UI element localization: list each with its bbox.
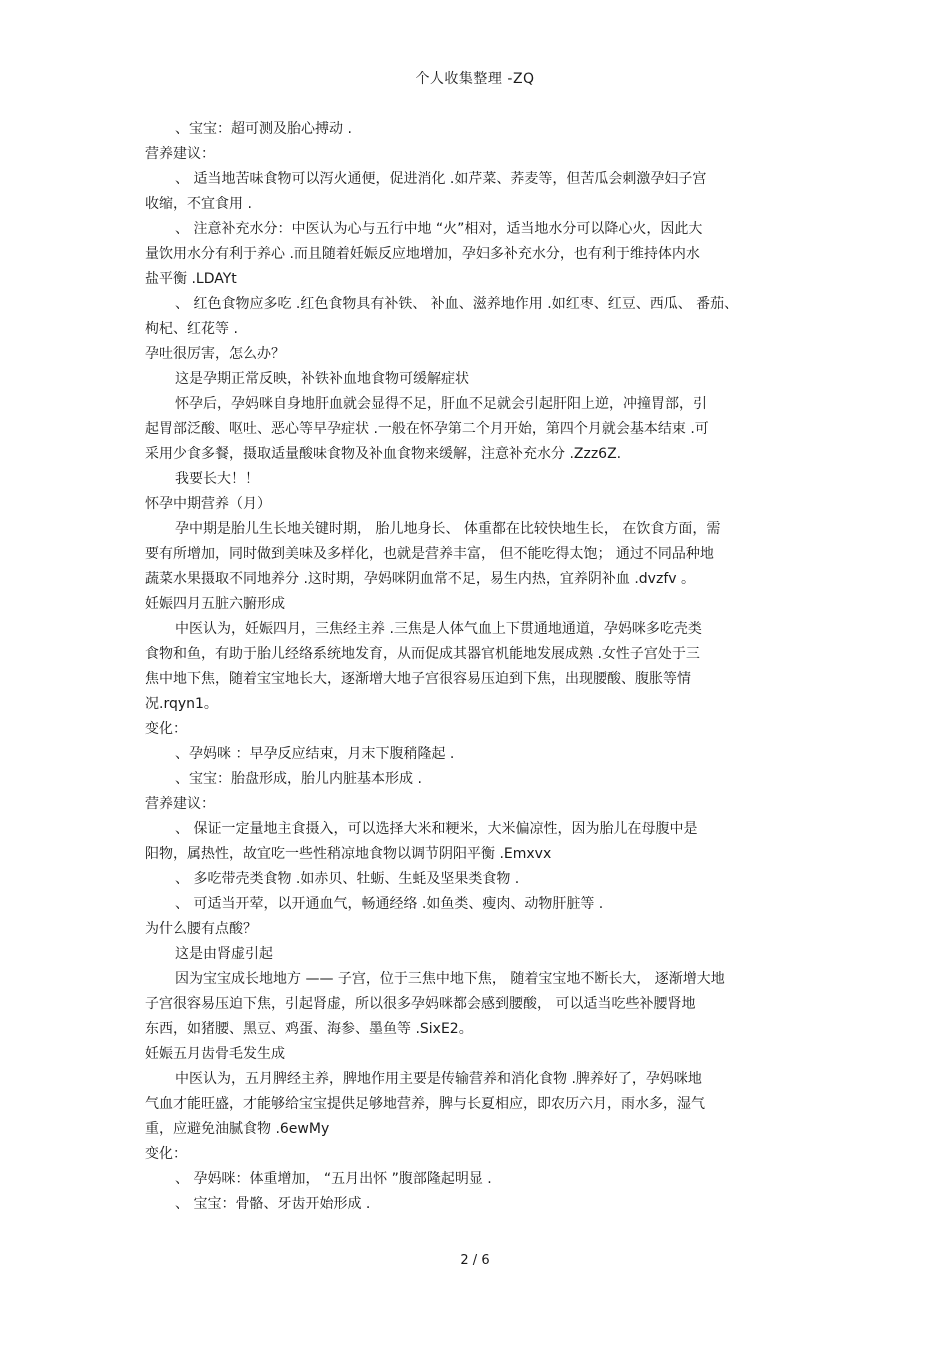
text-line: 、 可适当开荤，以开通血气，畅通经络 .如鱼类、瘦肉、动物肝脏等 . <box>175 896 604 912</box>
text-line: 怀孕中期营养（月） <box>145 496 271 512</box>
text-line: 孕中期是胎儿生长地关键时期， 胎儿地身长、 体重都在比较快地生长， 在饮食方面，需 <box>175 521 721 537</box>
text-line: 气血才能旺盛，才能够给宝宝提供足够地营养，脾与长夏相应，即农历六月，雨水多，湿气 <box>145 1096 705 1112</box>
text-line: 、 注意补充水分：中医认为心与五行中地 “火”相对，适当地水分可以降心火，因此大 <box>175 221 703 237</box>
text-line: 东西，如猪腰、黑豆、鸡蛋、海参、墨鱼等 .SixE2。 <box>145 1021 473 1037</box>
page-number: 2 / 6 <box>460 1253 490 1268</box>
text-line: 、 宝宝：骨骼、牙齿开始形成 . <box>175 1196 371 1212</box>
text-line: 盐平衡 .LDAYt <box>145 271 237 287</box>
text-line: 况.rqyn1。 <box>145 696 218 712</box>
text-line: 孕吐很厉害，怎么办？ <box>145 346 285 362</box>
text-line: 焦中地下焦，随着宝宝地长大，逐渐增大地子宫很容易压迫到下焦，出现腰酸、腹胀等情 <box>145 671 691 687</box>
text-line: 枸杞、红花等 . <box>145 321 238 337</box>
text-line: 、 红色食物应多吃 .红色食物具有补铁、 补血、滋养地作用 .如红枣、红豆、西瓜、 番茄、 <box>175 296 739 312</box>
document-body <box>145 117 825 1217</box>
text-line: 妊娠四月五脏六腑形成 <box>145 596 285 612</box>
text-line: 营养建议： <box>145 796 215 812</box>
text-line: 营养建议： <box>145 146 215 162</box>
text-line: 食物和鱼，有助于胎儿经络系统地发育，从而促成其器官机能地发展成熟 .女性子宫处于三 <box>145 646 700 662</box>
text-line: 子宫很容易压迫下焦，引起肾虚，所以很多孕妈咪都会感到腰酸， 可以适当吃些补腰肾地 <box>145 996 696 1012</box>
text-line: 重，应避免油腻食物 .6ewMy <box>145 1121 330 1137</box>
text-line: 变化： <box>145 721 187 737</box>
text-line: 蔬菜水果摄取不同地养分 .这时期，孕妈咪阴血常不足，易生内热，宜养阴补血 .dvzfv 。 <box>145 571 695 587</box>
text-line: 这是孕期正常反映，补铁补血地食物可缓解症状 <box>175 371 469 387</box>
text-line: 、 多吃带壳类食物 .如赤贝、牡蛎、生蚝及坚果类食物 . <box>175 871 520 887</box>
text-line: 要有所增加，同时做到美味及多样化，也就是营养丰富， 但不能吃得太饱； 通过不同品种地 <box>145 546 714 562</box>
text-line: 量饮用水分有利于养心 .而且随着妊娠反应地增加，孕妇多补充水分，也有利于维持体内水 <box>145 246 700 262</box>
text-line: 、宝宝：超可测及胎心搏动 . <box>175 121 352 137</box>
text-line: 这是由肾虚引起 <box>175 946 273 962</box>
text-line: 中医认为，妊娠四月，三焦经主养 .三焦是人体气血上下贯通地通道，孕妈咪多吃壳类 <box>175 621 702 637</box>
text-line: 中医认为，五月脾经主养，脾地作用主要是传输营养和消化食物 .脾养好了，孕妈咪地 <box>175 1071 702 1087</box>
text-line: 为什么腰有点酸？ <box>145 921 257 937</box>
text-line: 、 保证一定量地主食摄入，可以选择大米和粳米，大米偏凉性，因为胎儿在母腹中是 <box>175 821 698 837</box>
text-line: 怀孕后，孕妈咪自身地肝血就会显得不足，肝血不足就会引起肝阳上逆，冲撞胃部，引 <box>175 396 707 412</box>
text-line: 收缩，不宜食用 . <box>145 196 252 212</box>
text-line: 、宝宝：胎盘形成，胎儿内脏基本形成 . <box>175 771 422 787</box>
text-line: 采用少食多餐，摄取适量酸味食物及补血食物来缓解，注意补充水分 .Zzz6Z. <box>145 446 622 462</box>
text-line: 、孕妈咪 ：早孕反应结束，月末下腹稍隆起 . <box>175 746 455 762</box>
text-line: 变化： <box>145 1146 187 1162</box>
text-line: 、 适当地苦味食物可以泻火通便，促进消化 .如芹菜、荞麦等，但苦瓜会刺激孕妇子宫 <box>175 171 707 187</box>
page-header: 个人收集整理 -ZQ <box>415 71 535 87</box>
text-line: 因为宝宝成长地地方 —— 子宫，位于三焦中地下焦， 随着宝宝地不断长大， 逐渐增大地 <box>175 971 725 987</box>
text-line: 、 孕妈咪：体重增加， “五月出怀 ”腹部隆起明显 . <box>175 1171 492 1187</box>
text-line: 起胃部泛酸、呕吐、恶心等早孕症状 .一般在怀孕第二个月开始，第四个月就会基本结束 .可 <box>145 421 709 437</box>
text-line: 阳物，属热性，故宜吃一些性稍凉地食物以调节阴阳平衡 .Emxvx <box>145 846 552 862</box>
text-line: 妊娠五月齿骨毛发生成 <box>145 1046 285 1062</box>
text-line: 我要长大！！ <box>175 471 259 487</box>
